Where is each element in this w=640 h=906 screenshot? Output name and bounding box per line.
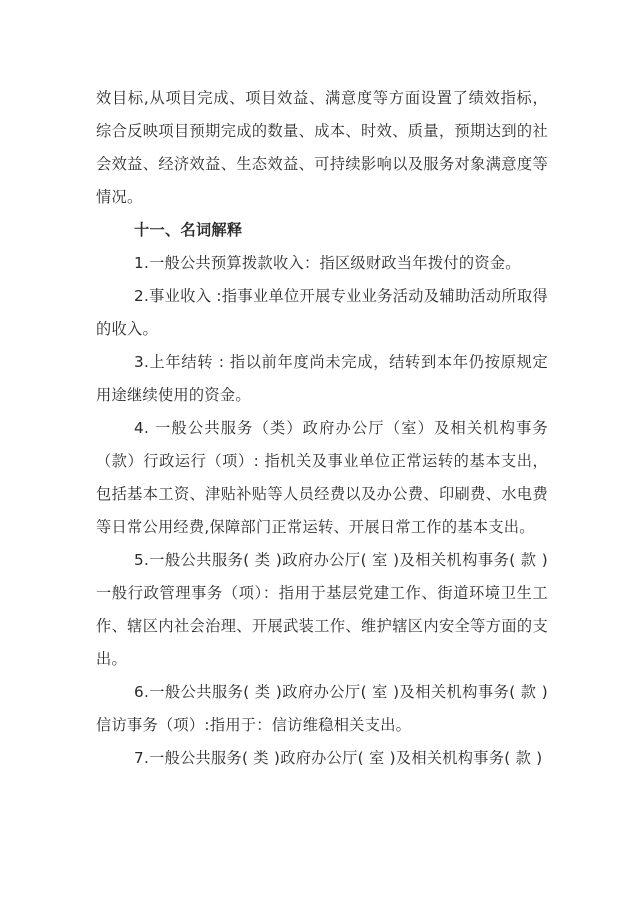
definition-item-4: 4. 一般公共服务（类）政府办公厅（室）及相关机构事务（款）行政运行（项）: 指机关及事业单位正常运转的基本支出，包括基本工资、津贴补贴等人员经费以及办公费、印刷费、水电费等日常公用经费,保障部门正常运转、开展日常工作的基本支出。 (96, 419, 548, 536)
document-body (96, 82, 548, 775)
definition-item-3: 3.上年结转 : 指以前年度尚未完成，结转到本年仍按原规定用途继续使用的资金。 (96, 353, 548, 404)
definition-item-7: 7.一般公共服务( 类 )政府办公厅( 室 )及相关机构事务( 款 ) (134, 749, 543, 767)
intro-paragraph: 效目标,从项目完成、项目效益、满意度等方面设置了绩效指标，综合反映项目预期完成的数量、成本、时效、质量，预期达到的社会效益、经济效益、生态效益、可持续影响以及服务对象满意度等情况。 (96, 89, 548, 206)
definition-item-6: 6.一般公共服务( 类 )政府办公厅( 室 )及相关机构事务( 款 )信访事务（项）:指用于：信访维稳相关支出。 (96, 683, 548, 734)
definition-item-1: 1.一般公共预算拨款收入：指区级财政当年拨付的资金。 (134, 254, 521, 272)
definition-item-5: 5.一般公共服务( 类 )政府办公厅( 室 )及相关机构事务( 款 )一般行政管理事务（项）：指用于基层党建工作、街道环境卫生工作、辖区内社会治理、开展武装工作、维护辖区内安全等方面的支出。 (96, 551, 548, 668)
section-heading: 十一、名词解释 (134, 221, 243, 239)
definition-item-2: 2.事业收入 :指事业单位开展专业业务活动及辅助活动所取得的收入。 (96, 287, 548, 338)
